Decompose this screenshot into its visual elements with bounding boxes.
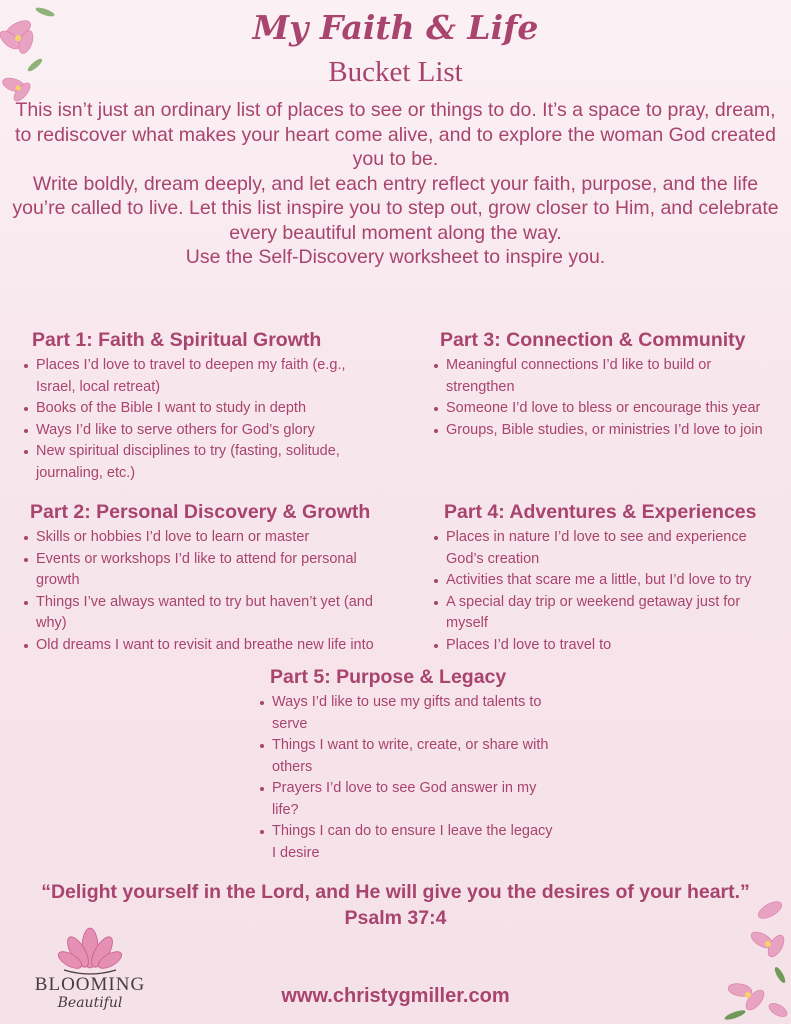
list-item: New spiritual disciplines to try (fasting, solitude, journaling, etc.) bbox=[22, 441, 372, 484]
list-item: Places I’d love to travel to bbox=[432, 635, 782, 657]
bullet-icon bbox=[24, 536, 28, 540]
section-heading: Part 3: Connection & Community bbox=[440, 329, 746, 351]
list-item: Groups, Bible studies, or ministries I’d love to join bbox=[432, 420, 772, 442]
bullet-icon bbox=[434, 644, 438, 648]
bullet-icon bbox=[24, 407, 28, 411]
list-item: Places I’d love to travel to deepen my faith (e.g., Israel, local retreat) bbox=[22, 355, 372, 398]
intro-paragraph-3: Use the Self-Discovery worksheet to inspire you. bbox=[185, 246, 606, 268]
lotus-icon bbox=[58, 922, 122, 977]
quote-text: “Delight yourself in the Lord, and He will give you the desires of your heart.” bbox=[41, 881, 750, 903]
website-link[interactable]: www.christygmiller.com bbox=[281, 985, 510, 1007]
bullet-icon bbox=[24, 429, 28, 433]
section-heading: Part 5: Purpose & Legacy bbox=[270, 666, 507, 688]
bullet-list bbox=[258, 692, 558, 864]
list-item: Old dreams I want to revisit and breathe new life into bbox=[22, 635, 402, 657]
logo-line-1: BLOOMING bbox=[34, 974, 146, 995]
section-part-2 bbox=[22, 501, 402, 656]
list-item: Books of the Bible I want to study in depth bbox=[22, 398, 372, 420]
list-item: Things I want to write, create, or share with others bbox=[258, 735, 558, 778]
list-item: Ways I’d like to serve others for God’s glory bbox=[22, 420, 372, 442]
section-part-5 bbox=[258, 666, 558, 864]
list-item: Places in nature I’d love to see and experience God’s creation bbox=[432, 527, 782, 570]
bullet-icon bbox=[434, 536, 438, 540]
section-part-1 bbox=[22, 329, 372, 484]
bullet-icon bbox=[434, 429, 438, 433]
page-title: My Faith & Life bbox=[252, 8, 539, 47]
intro-text bbox=[8, 98, 783, 270]
list-item: Activities that scare me a little, but I’d love to try bbox=[432, 570, 782, 592]
list-item: Someone I’d love to bless or encourage this year bbox=[432, 398, 772, 420]
bullet-icon bbox=[434, 364, 438, 368]
bullet-icon bbox=[260, 787, 264, 791]
bullet-icon bbox=[434, 601, 438, 605]
bullet-icon bbox=[24, 558, 28, 562]
list-item: Things I can do to ensure I leave the legacy I desire bbox=[258, 821, 558, 864]
quote-reference: Psalm 37:4 bbox=[344, 907, 447, 929]
bullet-list bbox=[432, 355, 772, 441]
bullet-list bbox=[22, 527, 402, 656]
bullet-icon bbox=[24, 364, 28, 368]
intro-paragraph-1: This isn’t just an ordinary list of places to see or things to do. It’s a space to pray, dream, to rediscover what makes your heart come alive, and to explore the woman God created you to be. bbox=[15, 99, 776, 170]
bullet-list bbox=[22, 355, 372, 484]
bullet-list bbox=[432, 527, 782, 656]
bullet-icon bbox=[260, 830, 264, 834]
list-item: A special day trip or weekend getaway just for myself bbox=[432, 592, 782, 635]
bullet-icon bbox=[24, 644, 28, 648]
list-item: Things I’ve always wanted to try but haven’t yet (and why) bbox=[22, 592, 402, 635]
bullet-icon bbox=[260, 701, 264, 705]
section-part-4 bbox=[432, 501, 782, 656]
section-heading: Part 4: Adventures & Experiences bbox=[444, 501, 757, 523]
intro-paragraph-2: Write boldly, dream deeply, and let each entry reflect your faith, purpose, and the life you’re called to live. Let this list inspire you to step out, grow closer to Him, and celebrate every beautiful moment along the way. bbox=[12, 172, 779, 244]
list-item: Prayers I’d love to see God answer in my life? bbox=[258, 778, 558, 821]
list-item: Skills or hobbies I’d love to learn or master bbox=[22, 527, 402, 549]
bullet-icon bbox=[24, 601, 28, 605]
bullet-icon bbox=[24, 450, 28, 454]
page-subtitle: Bucket List bbox=[328, 56, 463, 88]
logo-line-2: Beautiful bbox=[57, 995, 123, 1011]
section-heading: Part 1: Faith & Spiritual Growth bbox=[32, 329, 322, 351]
list-item: Ways I’d like to use my gifts and talents to serve bbox=[258, 692, 558, 735]
list-item: Meaningful connections I’d like to build or strengthen bbox=[432, 355, 772, 398]
bullet-icon bbox=[434, 579, 438, 583]
section-part-3 bbox=[432, 329, 772, 441]
section-heading: Part 2: Personal Discovery & Growth bbox=[30, 501, 371, 523]
bullet-icon bbox=[434, 407, 438, 411]
bullet-icon bbox=[260, 744, 264, 748]
list-item: Events or workshops I’d like to attend for personal growth bbox=[22, 549, 402, 592]
